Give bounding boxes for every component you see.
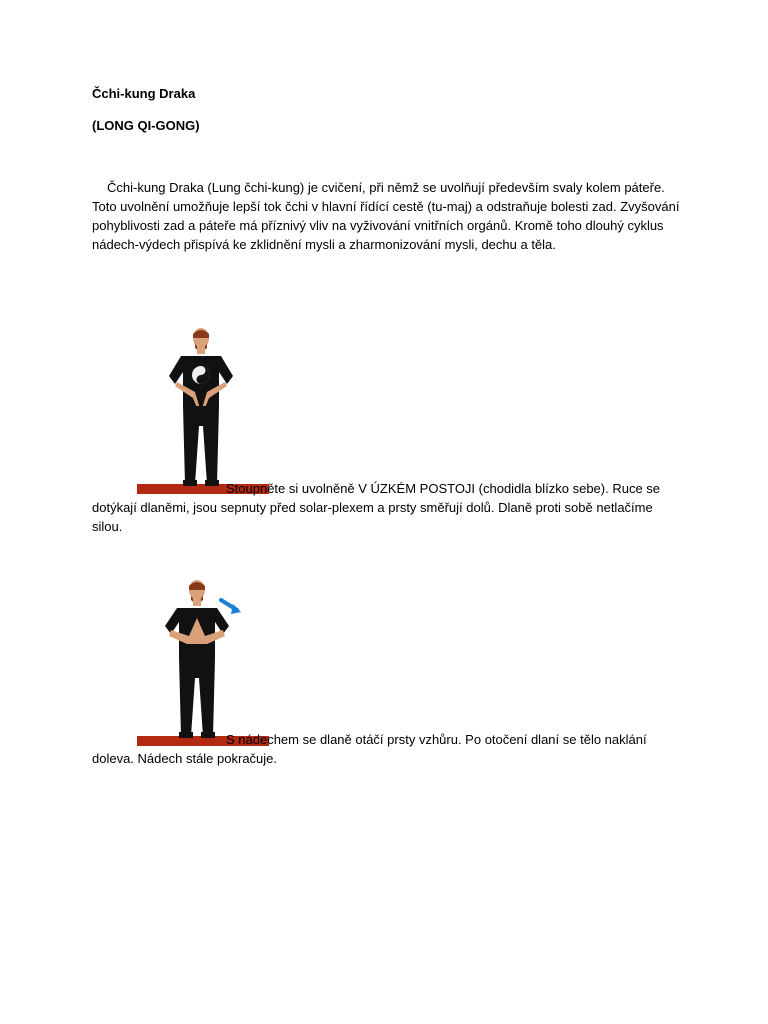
document-subtitle: (LONG QI-GONG) bbox=[92, 118, 200, 133]
step-2-figure bbox=[137, 578, 269, 746]
step-2-caption: S nádechem se dlaně otáčí prsty vzhůru. Po otočení dlaní se tělo naklání doleva. Nádech stále pokračuje. bbox=[92, 732, 647, 766]
step-1-caption: Stoupněte si uvolněně V ÚZKÉM POSTOJI (chodidla blízko sebe). Ruce se dotýkají dlaněmi, jsou sepnuty před solar-plexem a prsty směřují dolů. Dlaně proti sobě netlačíme silou. bbox=[92, 481, 661, 534]
person-figure bbox=[169, 328, 233, 486]
rotation-arrow-icon bbox=[221, 600, 241, 614]
intro-paragraph: Čchi-kung Draka (Lung čchi-kung) je cvičení, při němž se uvolňují především svaly kolem páteře. Toto uvolnění umožňuje lepší tok čchi v hlavní řídící cestě (tu-maj) a odstraňuje bolesti zad. Zvyšování pohyblivosti zad a páteře má příznivý vliv na vyživování vnitřních orgánů. Kromě toho dlouhý cyklus nádech-výdech přispívá ke zklidnění mysli a zharmonizování mysli, dechu a těla. bbox=[92, 180, 680, 252]
step-1-figure bbox=[137, 326, 269, 494]
person-figure bbox=[165, 580, 229, 738]
step-1-paragraph bbox=[92, 479, 680, 536]
figure-inline-spacer bbox=[92, 743, 224, 744]
document-title: Čchi-kung Draka bbox=[92, 86, 196, 101]
figure-inline-spacer bbox=[92, 492, 224, 493]
step-2-paragraph bbox=[92, 730, 680, 768]
